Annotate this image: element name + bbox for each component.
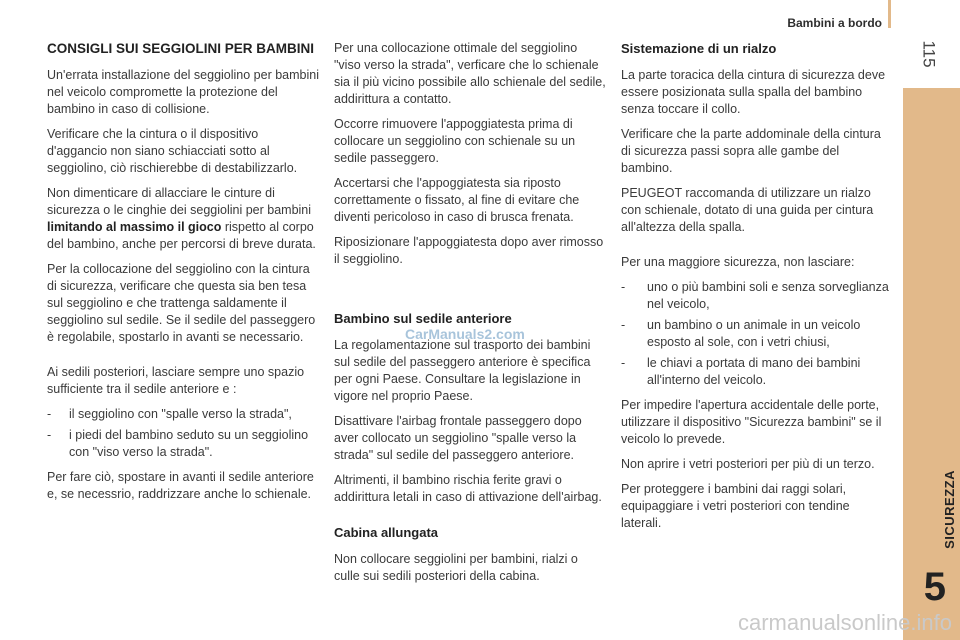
paragraph: PEUGEOT raccomanda di utilizzare un rialzo con schienale, dotato di una guida per cintura all'altezza della spalla. <box>621 186 874 234</box>
paragraph: Per proteggere i bambini dai raggi solari, equipaggiare i vetri posteriori con tendine laterali. <box>621 482 850 530</box>
list-item: - le chiavi a portata di mano dei bambini all'interno del veicolo. <box>621 355 893 389</box>
bullet-list <box>47 406 319 461</box>
bullet-list <box>621 279 893 389</box>
paragraph: Ai sedili posteriori, lasciare sempre uno spazio sufficiente tra il sedile anteriore e : <box>47 365 305 396</box>
paragraph: Verificare che la parte addominale della cintura di sicurezza passi sopra alle gambe del bambino. <box>621 127 881 175</box>
paragraph: Accertarsi che l'appoggiatesta sia riposto correttamente o fissato, al fine di evitare che diventi pericoloso in caso di brusca frenata. <box>334 176 580 224</box>
chapter-sidebar <box>903 88 960 640</box>
spacer <box>621 244 893 254</box>
section-heading: Sistemazione di un rialzo <box>621 41 777 56</box>
paragraph: Verificare che la cintura o il dispositivo d'aggancio non siano schiacciati sotto al seggiolino, ciò rischierebbe di destabilizzarlo. <box>47 127 298 175</box>
paragraph: Un'errata installazione del seggiolino per bambini nel veicolo compromette la protezione del bambino in caso di collisione. <box>47 68 319 116</box>
spacer <box>334 514 606 524</box>
paragraph: Per impedire l'apertura accidentale delle porte, utilizzare il dispositivo "Sicurezza bambini" se il veicolo lo prevede. <box>621 398 882 446</box>
list-item: - il seggiolino con "spalle verso la strada", <box>47 406 319 423</box>
paragraph: Occorre rimuovere l'appoggiatesta prima di collocare un seggiolino con schienale su un sedile passeggero. <box>334 117 576 165</box>
column-right <box>621 40 893 540</box>
paragraph: Non aprire i vetri posteriori per più di un terzo. <box>621 457 875 471</box>
paragraph: La regolamentazione sul trasporto dei bambini sul sedile del passeggero anteriore è specifica per ogni Paese. Consultare la legislazione in vigore nel proprio Paese. <box>334 338 591 403</box>
section-heading: Cabina allungata <box>334 525 439 540</box>
section-heading: Bambino sul sedile anteriore <box>334 311 512 326</box>
paragraph: Per la collocazione del seggiolino con la cintura di sicurezza, verificare che questa sia ben tesa sul seggiolino e che trattenga saldamente il seggiolino sul sedile. Se il sedile del passeggero è regolabile, spostarlo in avanti se necessario. <box>47 262 316 344</box>
paragraph: Non collocare seggiolini per bambini, rialzi o culle sui sedili posteriori della cabina. <box>334 552 578 583</box>
spacer <box>334 276 606 310</box>
section-label: SICUREZZA <box>942 470 957 549</box>
paragraph: La parte toracica della cintura di sicurezza deve essere posizionata sulla spalla del bambino senza toccare il collo. <box>621 68 886 116</box>
watermark: carmanualsonline.info <box>737 610 952 635</box>
paragraph-text: Non dimenticare di allacciare le cinture di sicurezza o le cinghie dei seggiolini per bambini <box>47 186 312 217</box>
emphasis-text: limitando al massimo il gioco <box>47 220 222 234</box>
list-item: - un bambino o un animale in un veicolo esposto al sole, con i vetri chiusi, <box>621 317 893 351</box>
column-left <box>47 40 319 511</box>
spacer <box>47 354 319 364</box>
paragraph: Per una collocazione ottimale del seggiolino "viso verso la strada", verficare che lo schienale sia il più vicino possibile allo schienale del sedile, addirittura a contatto. <box>334 41 606 106</box>
paragraph: Per fare ciò, spostare in avanti il sedile anteriore e, se necessrio, raddrizzare anche lo schienale. <box>47 470 314 501</box>
paragraph: Altrimenti, il bambino rischia ferite gravi o addirittura letali in caso di attivazione dell'airbag. <box>334 473 602 504</box>
page-title: CONSIGLI SUI SEGGIOLINI PER BAMBINI <box>47 41 315 56</box>
list-item: - uno o più bambini soli e senza sorveglianza nel veicolo, <box>621 279 893 313</box>
paragraph <box>47 185 319 253</box>
paragraph: Riposizionare l'appoggiatesta dopo aver rimosso il seggiolino. <box>334 235 604 266</box>
header-accent-line <box>888 0 891 28</box>
page-number: 115 <box>919 40 939 68</box>
column-middle <box>334 40 606 593</box>
paragraph-text: rispetto al corpo del bambino, anche per percorsi di breve durata. <box>47 220 316 251</box>
paragraph: Per una maggiore sicurezza, non lasciare: <box>621 255 855 269</box>
list-item: - i piedi del bambino seduto su un seggiolino con "viso verso la strada". <box>47 427 319 461</box>
paragraph: Disattivare l'airbag frontale passeggero dopo aver collocato un seggiolino "spalle verso la strada" sul sedile del passeggero anteriore. <box>334 414 582 462</box>
header-title: Bambini a bordo <box>787 16 882 30</box>
chapter-number: 5 <box>923 565 946 609</box>
watermark: CarManuals2.com <box>405 326 525 342</box>
